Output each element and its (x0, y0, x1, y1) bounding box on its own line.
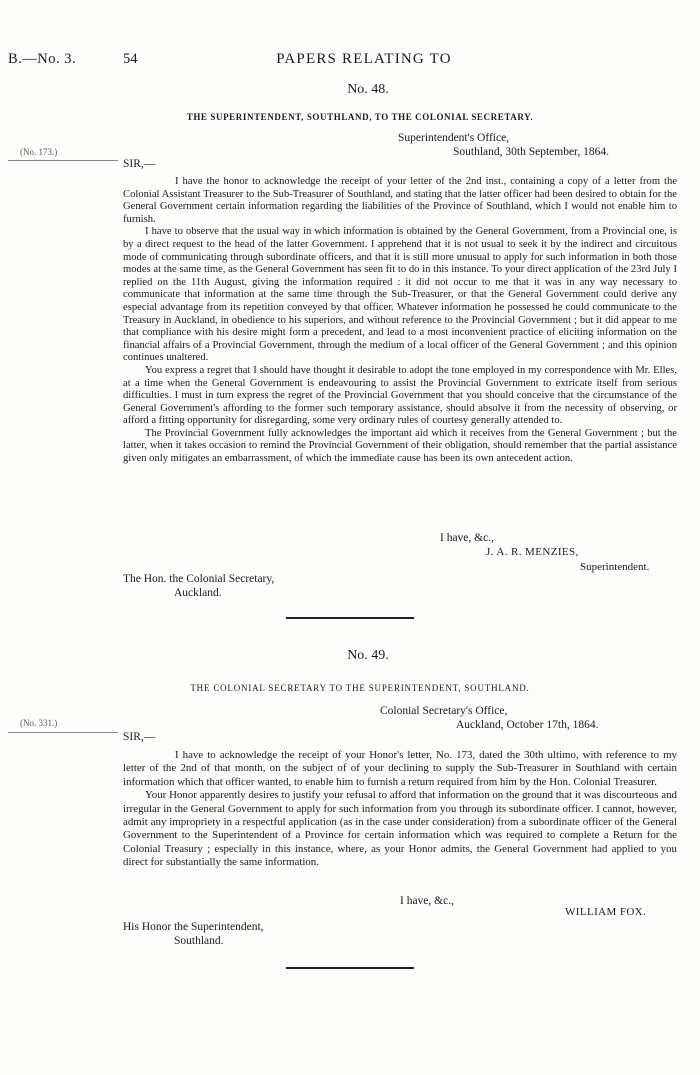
addressee (123, 572, 274, 600)
office-name: Colonial Secretary's Office, (380, 705, 508, 717)
addressee-title: His Honor the Superintendent, (123, 921, 264, 933)
letter-heading: THE COLONIAL SECRETARY TO THE SUPERINTENDENT, SOUTHLAND. (190, 683, 530, 693)
paragraph: Your Honor apparently desires to justify your refusal to afford that information on the ground that it was discourteous and irregular in the General Government to apply for such information from you through its subordinate officer. I cannot, however, admit any impropriety in a respectful application (as in the case under consideration) from a subordinate officer of the General Government to the Superintendent of a Province for certain information which was required to complete a Return for the Colonial Treasury ; especially in this instance, where, as your Honor admits, the General Government had applied to you direct for substantially the same information. (123, 789, 677, 869)
letter-body (123, 749, 677, 870)
running-header (0, 51, 700, 73)
paper-reference: B.—No. 3. (8, 51, 77, 67)
margin-rule (8, 732, 118, 733)
signature-name: WILLIAM FOX. (565, 906, 647, 918)
addressee-location: Southland. (174, 935, 224, 947)
addressee-title: The Hon. the Colonial Secretary, (123, 573, 275, 585)
letter-heading: THE SUPERINTENDENT, SOUTHLAND, TO THE COLONIAL SECRETARY. (186, 112, 534, 122)
section-divider (286, 617, 414, 619)
letter-number: No. 48. (347, 82, 389, 97)
running-title: PAPERS RELATING TO (276, 51, 452, 67)
letter-number: No. 49. (347, 648, 389, 663)
office-date: Auckland, October 17th, 1864. (456, 719, 599, 731)
addressee (123, 920, 264, 948)
paragraph: I have the honor to acknowledge the receipt of your letter of the 2nd inst., containing a copy of a letter from the Colonial Assistant Treasurer to the Sub-Treasurer of Southland, and stating that the latter officer had been desired to obtain for the General Government certain information regarding the liabilities of the Province of Southland, which I would not enable him to furnish. (123, 176, 677, 225)
office-name: Superintendent's Office, (398, 132, 510, 144)
margin-reference: (No. 173.) (20, 147, 58, 157)
sender-office (398, 131, 609, 159)
paragraph: I have to observe that the usual way in which information is obtained by the General Government, from a Provincial one, is by a direct request to the head of the latter Government. I apprehend that it is not usual to seek it by the indirect and circuitous mode of communicating through subordinate officers, and that it is still more unusual to apply for such information in both those modes at the same time, as the General Government has seen fit to do in this instance. To your direct application of the 23rd July I replied on the 11th August, giving the information required : it did not occur to me that it was in any way necessary to communicate that information at the same time through the Sub-Treasurer, or that the General Government could derive any especial advantage from its repetition conveyed by that officer. Whatever information he possessed he could communicate to the Treasury in Auckland, in obedience to his superiors, and without reference to the Provincial Government ; but it did appear to me that compliance with his desire might form a precedent, and lead to a most inconvenient practice of eliciting information on the financial affairs of a Provincial Government, through the medium of a local officer of the General Government ; and this opinion continues unaltered. (123, 226, 677, 364)
salutation: SIR,— (123, 731, 156, 743)
paragraph: The Provincial Government fully acknowledges the important aid which it receives from the General Government ; but the latter, when it takes occasion to remind the Provincial Government of their obligation, should remember that the partial assistance given only mitigates an embarrassment, of which the immediate cause has been its own antecedent action. (123, 427, 677, 465)
office-date: Southland, 30th September, 1864. (453, 146, 610, 158)
margin-reference: (No. 331.) (20, 718, 58, 728)
letter-body (123, 176, 677, 466)
salutation: SIR,— (123, 158, 156, 170)
closing: I have, &c., (440, 532, 494, 544)
paragraph: You express a regret that I should have thought it desirable to adopt the tone employed in my correspondence with Mr. Elles, at a time when the General Government is endeavouring to assist the Provincial Government to extricate itself from serious difficulties. I must in turn express the regret of the Provincial Government that you should conceive that the circumstance of the General Government's affording to the former such temporary assistance, should absolve it from the necessity of observing, or afford a fitting opportunity for disregarding, some very ordinary rules of courtesy generally attended to. (123, 364, 677, 427)
closing: I have, &c., (400, 895, 454, 907)
signature-name: J. A. R. MENZIES, (486, 546, 579, 558)
margin-rule (8, 160, 118, 161)
addressee-location: Auckland. (174, 587, 222, 599)
paragraph: I have to acknowledge the receipt of your Honor's letter, No. 173, dated the 30th ultimo, with reference to my letter of the 2nd of that month, on the subject of of your declining to supply the Sub-Treasurer in Southland with certain information which that officer wanted, to enable him to furnish a return required from him by the Hon. Colonial Treasurer. (123, 749, 677, 788)
page-number: 54 (123, 51, 138, 67)
signature-title: Superintendent. (580, 561, 650, 573)
sender-office (380, 704, 598, 732)
section-divider (286, 967, 414, 969)
